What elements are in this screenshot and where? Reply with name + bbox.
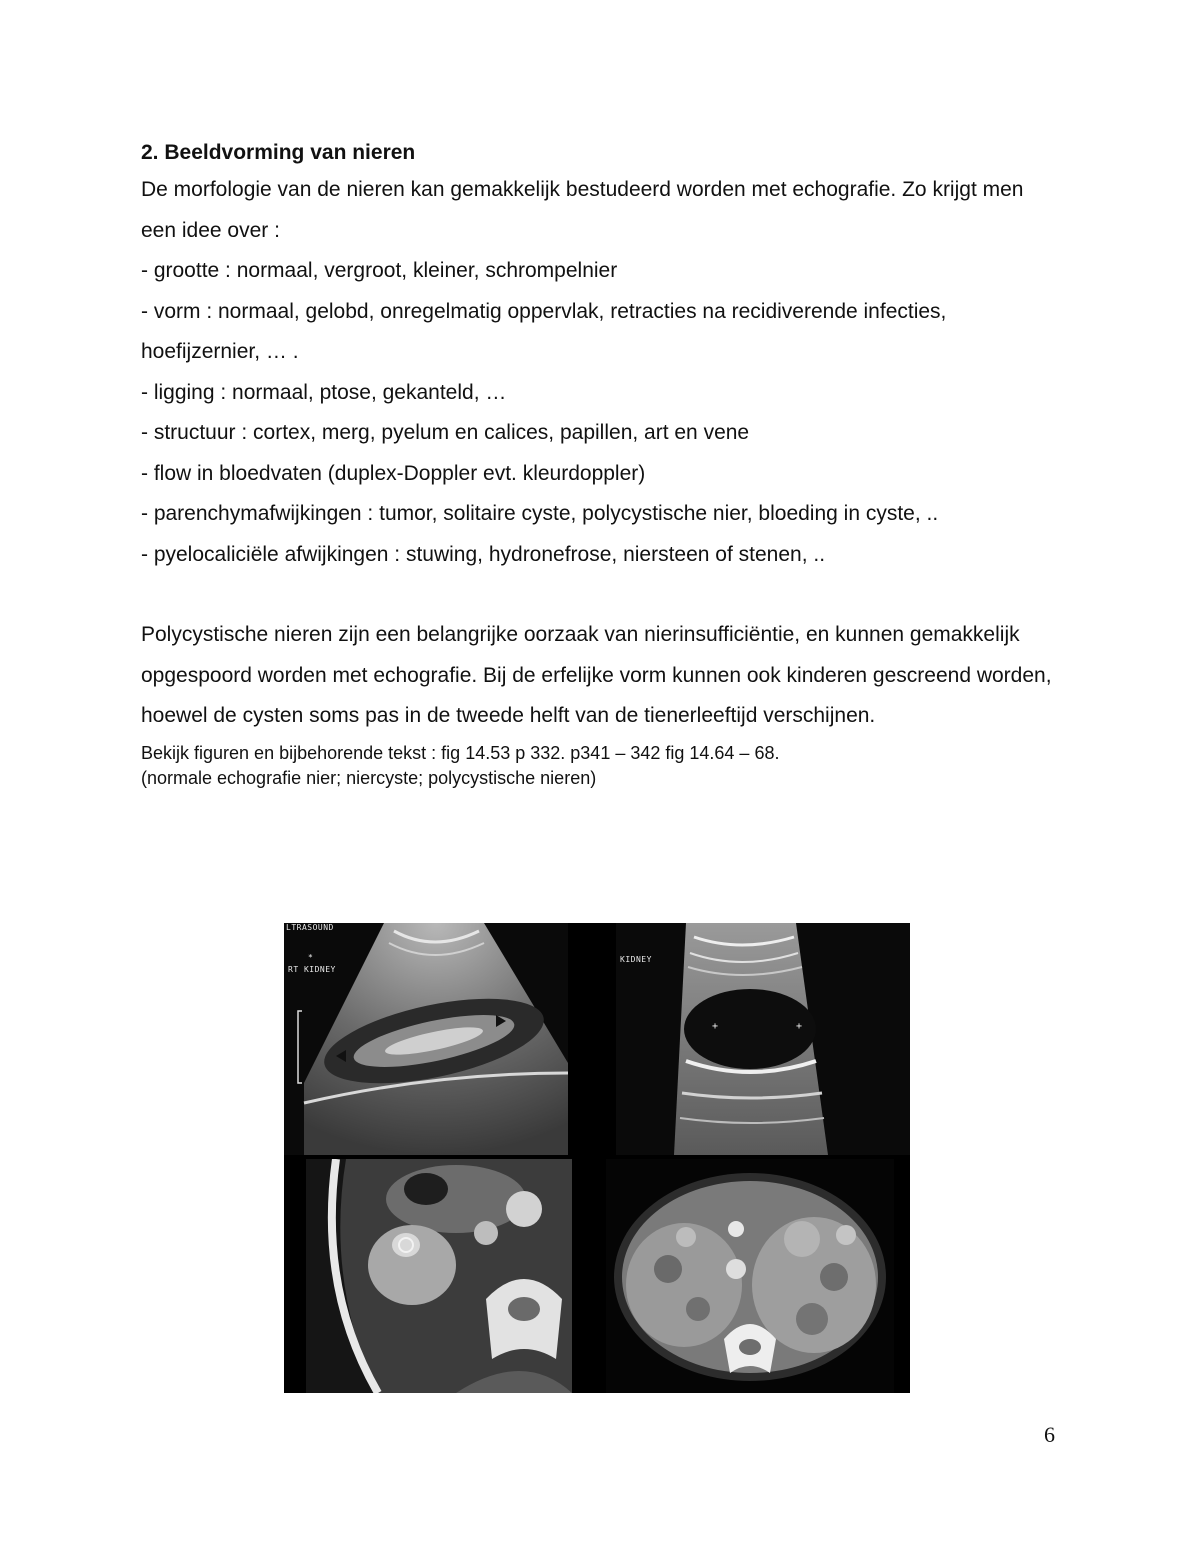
list-item: - pyelocaliciële afwijkingen : stuwing, hydronefrose, niersteen of stenen, .. bbox=[141, 542, 826, 566]
ct-kidney-cyst bbox=[306, 1159, 572, 1393]
page-number: 6 bbox=[1044, 1422, 1055, 1447]
kidney-label: KIDNEY bbox=[620, 955, 652, 964]
list-item: - ligging : normaal, ptose, gekanteld, … bbox=[141, 380, 507, 404]
ultrasound-normal-kidney bbox=[284, 923, 568, 1155]
list-item: - flow in bloedvaten (duplex-Doppler evt. kleurdoppler) bbox=[141, 461, 646, 485]
list-item: - vorm : normaal, gelobd, onregelmatig oppervlak, retracties na recidiverende infecties, bbox=[141, 299, 947, 323]
reference-line: Bekijk figuren en bijbehorende tekst : fig 14.53 p 332. p341 – 342 fig 14.64 – 68. bbox=[141, 742, 780, 763]
svg-text:+: + bbox=[712, 1021, 719, 1032]
ct-polycystic-kidneys bbox=[606, 1159, 894, 1393]
marker-label: * bbox=[308, 953, 314, 962]
text-block bbox=[141, 136, 1061, 791]
figure-references bbox=[141, 741, 1061, 791]
list-item: hoefijzernier, … . bbox=[141, 340, 299, 363]
polycystic-paragraph: Polycystische nieren zijn een belangrijke oorzaak van nierinsufficiëntie, en kunnen gemakkelijk opgespoord worden met echografie. Bij de erfelijke vorm kunnen ook kinderen gescreend worden, hoewel de cysten soms pas in de tweede helft van de tienerleeftijd verschijnen. bbox=[141, 623, 1052, 727]
ultrasound-header-label: LTRASOUND bbox=[286, 923, 334, 932]
ultrasound-kidney-cyst bbox=[616, 923, 910, 1155]
section-heading: 2. Beeldvorming van nieren bbox=[141, 141, 416, 164]
svg-text:+: + bbox=[796, 1021, 803, 1032]
feature-list bbox=[141, 251, 1061, 575]
list-item: - structuur : cortex, merg, pyelum en calices, papillen, art en vene bbox=[141, 421, 750, 444]
rt-kidney-label: RT KIDNEY bbox=[288, 965, 336, 974]
intro-paragraph: De morfologie van de nieren kan gemakkelijk bestudeerd worden met echografie. Zo krijgt men een idee over : bbox=[141, 178, 1024, 242]
list-item: - parenchymafwijkingen : tumor, solitaire cyste, polycystische nier, bloeding in cyste, .. bbox=[141, 502, 939, 525]
list-item: - grootte : normaal, vergroot, kleiner, schrompelnier bbox=[141, 259, 618, 282]
reference-line: (normale echografie nier; niercyste; polycystische nieren) bbox=[141, 767, 597, 788]
medical-image-figure bbox=[284, 923, 910, 1393]
